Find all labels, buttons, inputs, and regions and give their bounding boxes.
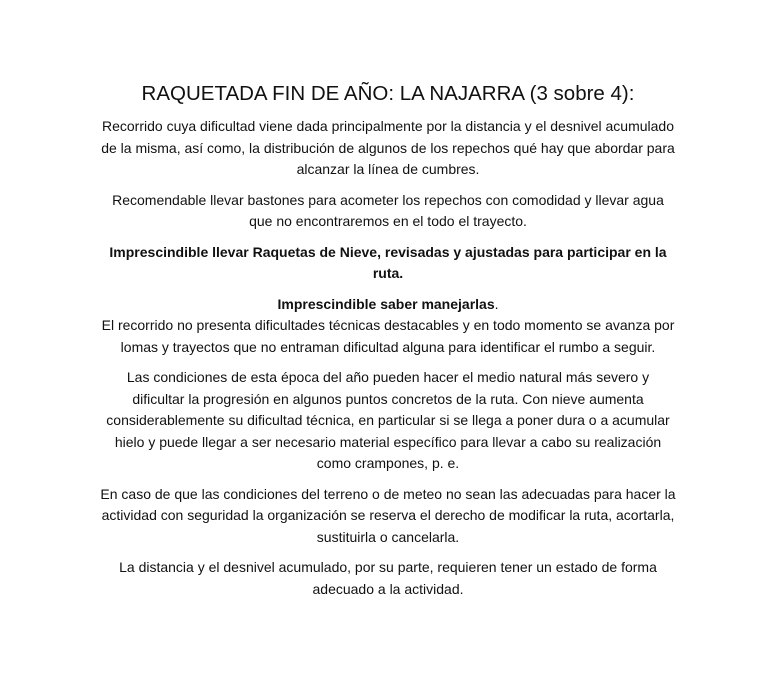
paragraph-poles-water: Recomendable llevar bastones para acometer los repechos con comodidad y llevar agua que no encontraremos en el todo el trayecto. [112, 191, 664, 229]
document-page [100, 80, 676, 609]
know-how-period: . [494, 295, 499, 312]
paragraph-difficulty: Recorrido cuya dificultad viene dada principalmente por la distancia y el desnivel acumulado de la misma, así como, la distribución de algunos de los repechos qué hay que abordar para alcanzar la línea de cumbres. [101, 118, 675, 177]
paragraph-organization-rights: En caso de que las condiciones del terreno o de meteo no sean las adecuadas para hacer la actividad con seguridad la organización se reserva el derecho de modificar la ruta, acortarla, sustituirla o cancelarla. [100, 485, 676, 545]
know-how-bold-text: Imprescindible saber manejarlas [277, 295, 495, 312]
paragraph-snowshoes-required: Imprescindible llevar Raquetas de Nieve, revisadas y ajustadas para participar en la ruta. [109, 243, 667, 281]
paragraph-know-how [100, 294, 676, 316]
page-title: RAQUETADA FIN DE AÑO: LA NAJARRA (3 sobre 4): [141, 82, 635, 105]
paragraph-route-terrain: El recorrido no presenta dificultades técnicas destacables y en todo momento se avanza por lomas y trayectos que no entraman dificultad alguna para identificar el rumbo a seguir. [101, 317, 675, 355]
paragraph-conditions: Las condiciones de esta época del año pueden hacer el medio natural más severo y dificultar la progresión en algunos puntos concretos de la ruta. Con nieve aumenta considerablemente su dificultad técnica, en particular si se llega a poner dura o a acumular hielo y puede llegar a ser necesario material específico para llevar a cabo su realización como crampones, p. e. [106, 369, 670, 471]
paragraph-fitness: La distancia y el desnivel acumulado, por su parte, requieren tener un estado de forma adecuado a la actividad. [119, 559, 657, 597]
